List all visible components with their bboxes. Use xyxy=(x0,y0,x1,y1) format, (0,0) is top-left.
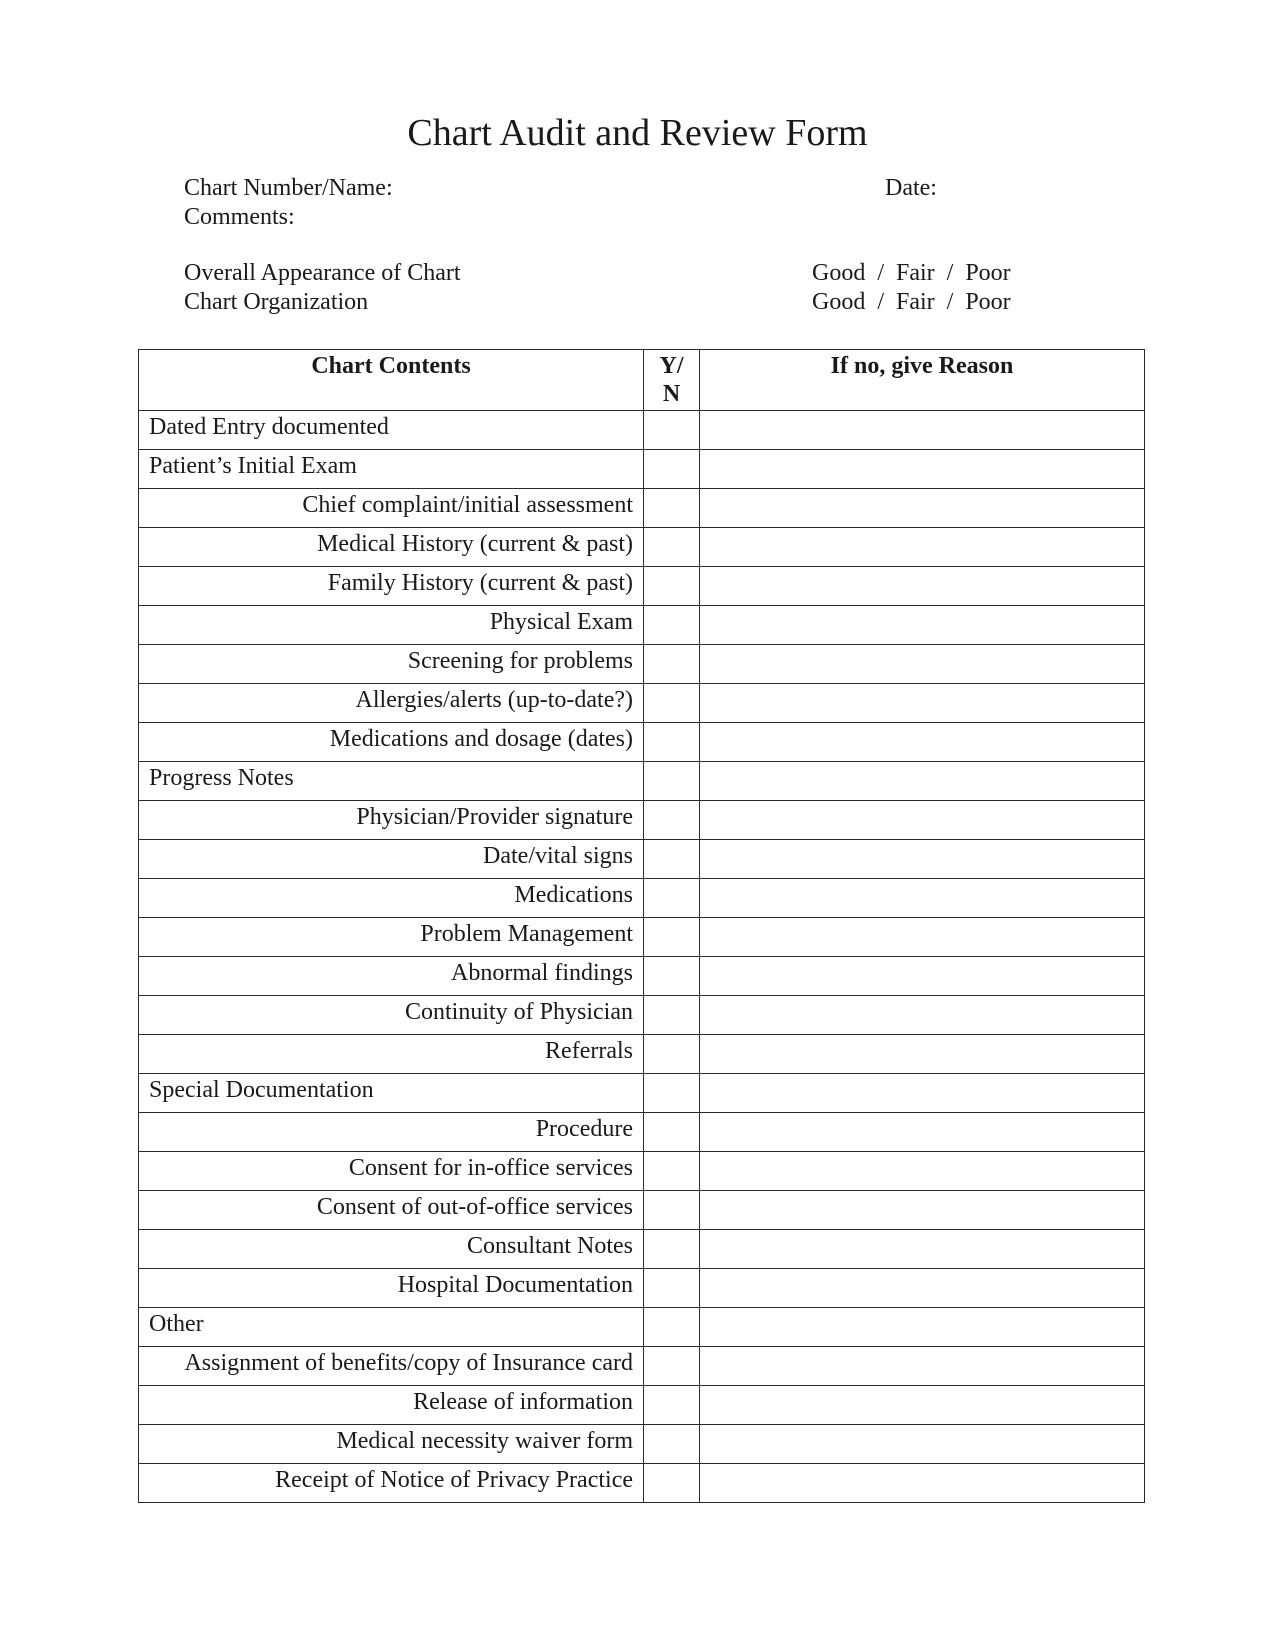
reason-cell[interactable] xyxy=(700,1425,1145,1464)
yn-cell[interactable] xyxy=(644,879,700,918)
yn-cell[interactable] xyxy=(644,1074,700,1113)
reason-cell[interactable] xyxy=(700,1386,1145,1425)
item-label: Physician/Provider signature xyxy=(139,801,644,840)
item-label: Family History (current & past) xyxy=(139,567,644,606)
table-row xyxy=(139,684,1145,723)
item-label: Allergies/alerts (up-to-date?) xyxy=(139,684,644,723)
yn-cell[interactable] xyxy=(644,957,700,996)
table-row xyxy=(139,996,1145,1035)
table-row xyxy=(139,1464,1145,1503)
yn-cell[interactable] xyxy=(644,1464,700,1503)
table-row xyxy=(139,1386,1145,1425)
table-row xyxy=(139,645,1145,684)
reason-cell[interactable] xyxy=(700,450,1145,489)
reason-cell[interactable] xyxy=(700,567,1145,606)
yn-cell[interactable] xyxy=(644,1347,700,1386)
reason-cell[interactable] xyxy=(700,840,1145,879)
reason-cell[interactable] xyxy=(700,1269,1145,1308)
table-header-row xyxy=(139,350,1145,411)
yn-cell[interactable] xyxy=(644,840,700,879)
yn-cell[interactable] xyxy=(644,1152,700,1191)
reason-cell[interactable] xyxy=(700,1464,1145,1503)
item-label: Procedure xyxy=(139,1113,644,1152)
col-header-yn-bottom: N xyxy=(662,381,681,407)
item-label: Screening for problems xyxy=(139,645,644,684)
yn-cell[interactable] xyxy=(644,762,700,801)
yn-cell[interactable] xyxy=(644,1425,700,1464)
reason-cell[interactable] xyxy=(700,684,1145,723)
table-row xyxy=(139,1347,1145,1386)
yn-cell[interactable] xyxy=(644,1113,700,1152)
item-label: Problem Management xyxy=(139,918,644,957)
yn-cell[interactable] xyxy=(644,1191,700,1230)
item-label: Medications and dosage (dates) xyxy=(139,723,644,762)
reason-cell[interactable] xyxy=(700,1347,1145,1386)
col-header-yn-top: Y/ xyxy=(659,353,684,379)
table-row xyxy=(139,450,1145,489)
reason-cell[interactable] xyxy=(700,957,1145,996)
yn-cell[interactable] xyxy=(644,567,700,606)
reason-cell[interactable] xyxy=(700,1191,1145,1230)
yn-cell[interactable] xyxy=(644,489,700,528)
comments-label: Comments: xyxy=(184,204,295,230)
col-header-chart-contents: Chart Contents xyxy=(139,350,644,411)
item-label: Consent for in-office services xyxy=(139,1152,644,1191)
col-header-reason: If no, give Reason xyxy=(700,350,1145,411)
reason-cell[interactable] xyxy=(700,1074,1145,1113)
item-label: Abnormal findings xyxy=(139,957,644,996)
audit-table xyxy=(138,349,1145,1503)
reason-cell[interactable] xyxy=(700,489,1145,528)
item-label: Receipt of Notice of Privacy Practice xyxy=(139,1464,644,1503)
yn-cell[interactable] xyxy=(644,1308,700,1347)
yn-cell[interactable] xyxy=(644,723,700,762)
table-row xyxy=(139,606,1145,645)
table-row xyxy=(139,567,1145,606)
section-label: Special Documentation xyxy=(139,1074,644,1113)
item-label: Release of information xyxy=(139,1386,644,1425)
table-row xyxy=(139,1074,1145,1113)
yn-cell[interactable] xyxy=(644,528,700,567)
item-label: Medical necessity waiver form xyxy=(139,1425,644,1464)
table-row xyxy=(139,1191,1145,1230)
table-row xyxy=(139,1113,1145,1152)
table-row xyxy=(139,1230,1145,1269)
reason-cell[interactable] xyxy=(700,996,1145,1035)
yn-cell[interactable] xyxy=(644,606,700,645)
reason-cell[interactable] xyxy=(700,879,1145,918)
reason-cell[interactable] xyxy=(700,801,1145,840)
chart-organization-label: Chart Organization xyxy=(184,289,369,315)
table-row xyxy=(139,879,1145,918)
table-row xyxy=(139,1425,1145,1464)
reason-cell[interactable] xyxy=(700,762,1145,801)
yn-cell[interactable] xyxy=(644,684,700,723)
table-row xyxy=(139,411,1145,450)
table-row xyxy=(139,762,1145,801)
item-label: Continuity of Physician xyxy=(139,996,644,1035)
table-row xyxy=(139,1269,1145,1308)
reason-cell[interactable] xyxy=(700,1152,1145,1191)
yn-cell[interactable] xyxy=(644,450,700,489)
overall-appearance-scale[interactable]: Good / Fair / Poor xyxy=(812,260,1011,286)
table-row xyxy=(139,528,1145,567)
form-title: Chart Audit and Review Form xyxy=(407,112,868,154)
table-row xyxy=(139,1308,1145,1347)
item-label: Chief complaint/initial assessment xyxy=(139,489,644,528)
reason-cell[interactable] xyxy=(700,723,1145,762)
chart-organization-scale[interactable]: Good / Fair / Poor xyxy=(812,289,1011,315)
yn-cell[interactable] xyxy=(644,996,700,1035)
item-label: Consent of out-of-office services xyxy=(139,1191,644,1230)
table-row xyxy=(139,489,1145,528)
table-row xyxy=(139,801,1145,840)
reason-cell[interactable] xyxy=(700,1308,1145,1347)
yn-cell[interactable] xyxy=(644,645,700,684)
reason-cell[interactable] xyxy=(700,528,1145,567)
reason-cell[interactable] xyxy=(700,1035,1145,1074)
yn-cell[interactable] xyxy=(644,411,700,450)
item-label: Physical Exam xyxy=(139,606,644,645)
section-label: Dated Entry documented xyxy=(139,411,644,450)
reason-cell[interactable] xyxy=(700,918,1145,957)
table-row xyxy=(139,1035,1145,1074)
item-label: Date/vital signs xyxy=(139,840,644,879)
chart-number-label: Chart Number/Name: xyxy=(184,175,393,201)
yn-cell[interactable] xyxy=(644,801,700,840)
overall-appearance-label: Overall Appearance of Chart xyxy=(184,260,461,286)
item-label: Medications xyxy=(139,879,644,918)
section-label: Other xyxy=(139,1308,644,1347)
table-row xyxy=(139,918,1145,957)
item-label: Hospital Documentation xyxy=(139,1269,644,1308)
section-label: Patient’s Initial Exam xyxy=(139,450,644,489)
section-label: Progress Notes xyxy=(139,762,644,801)
reason-cell[interactable] xyxy=(700,411,1145,450)
table-row xyxy=(139,1152,1145,1191)
reason-cell[interactable] xyxy=(700,1113,1145,1152)
table-row xyxy=(139,723,1145,762)
yn-cell[interactable] xyxy=(644,1386,700,1425)
col-header-yn xyxy=(644,350,700,411)
yn-cell[interactable] xyxy=(644,1269,700,1308)
item-label: Medical History (current & past) xyxy=(139,528,644,567)
yn-cell[interactable] xyxy=(644,918,700,957)
reason-cell[interactable] xyxy=(700,1230,1145,1269)
table-row xyxy=(139,840,1145,879)
reason-cell[interactable] xyxy=(700,645,1145,684)
item-label: Consultant Notes xyxy=(139,1230,644,1269)
date-label: Date: xyxy=(885,175,937,201)
reason-cell[interactable] xyxy=(700,606,1145,645)
yn-cell[interactable] xyxy=(644,1035,700,1074)
yn-cell[interactable] xyxy=(644,1230,700,1269)
item-label: Referrals xyxy=(139,1035,644,1074)
item-label: Assignment of benefits/copy of Insurance card xyxy=(139,1347,644,1386)
table-row xyxy=(139,957,1145,996)
audit-table-body xyxy=(139,411,1145,1503)
